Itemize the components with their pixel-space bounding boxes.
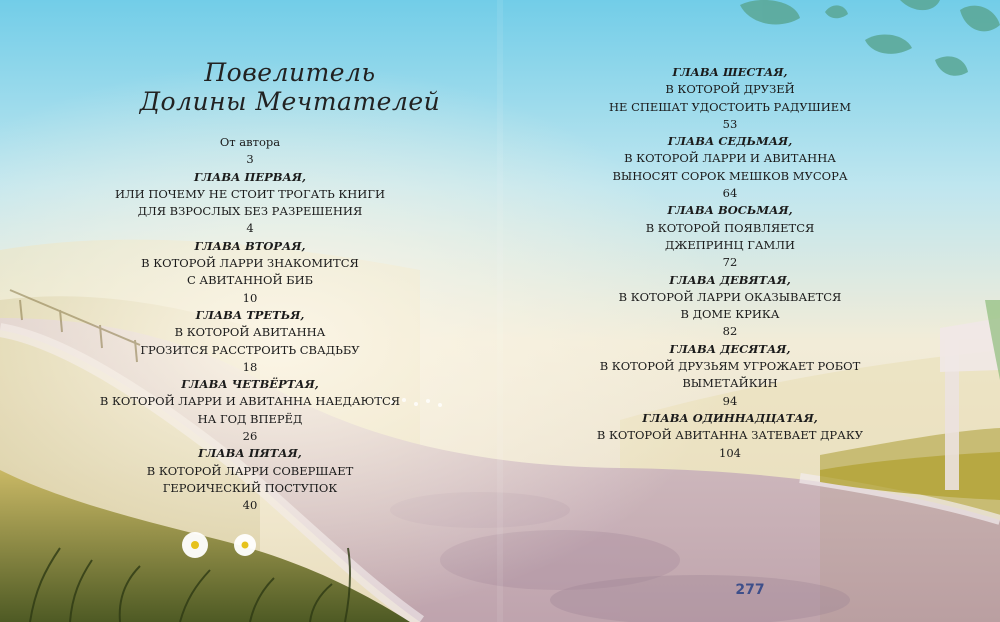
chapter-heading: ГЛАВА ВТОРАЯ, [194,238,306,253]
chapter-subtitle: С АВИТАННОЙ БИБ [186,273,314,288]
chapter-page-number: 53 [722,116,738,131]
chapter-subtitle: В КОТОРОЙ ДРУЗЕЙ [665,82,795,97]
chapter-subtitle: ДЛЯ ВЗРОСЛЫХ БЕЗ РАЗРЕШЕНИЯ [137,204,363,219]
chapter-page-number: 64 [722,186,738,201]
chapter-subtitle: ДЖЕПРИНЦ ГАМЛИ [665,237,795,252]
chapter-subtitle: ГЕРОИЧЕСКИЙ ПОСТУПОК [162,480,338,495]
chapter-page-number: 26 [242,429,258,444]
chapter-subtitle: В ДОМЕ КРИКА [680,307,780,322]
chapter-page-number: 72 [722,255,738,270]
chapter-page-number: 82 [722,324,738,339]
chapter-subtitle: НА ГОД ВПЕРЁД [197,411,303,426]
chapter-subtitle: ВЫМЕТАЙКИН [682,376,778,391]
table-of-contents-left [0,134,510,515]
chapter-subtitle: В КОТОРОЙ ПОЯВЛЯЕТСЯ [645,220,815,235]
chapter-subtitle: В КОТОРОЙ ЛАРРИ СОВЕРШАЕТ [146,463,354,478]
chapter-subtitle: В КОТОРОЙ АВИТАННА ЗАТЕВАЕТ ДРАКУ [596,428,864,443]
chapter-page-number: 40 [242,498,258,513]
chapter-page-number: 94 [722,393,738,408]
book-title-line-1: Повелитель [204,58,376,87]
chapter-subtitle: ИЛИ ПОЧЕМУ НЕ СТОИТ ТРОГАТЬ КНИГИ [115,186,385,201]
chapter-subtitle: В КОТОРОЙ ЛАРРИ И АВИТАННА НАЕДАЮТСЯ [99,394,401,409]
chapter-heading: ГЛАВА ПЕРВАЯ, [193,169,307,184]
chapter-heading: ГЛАВА ЧЕТВЁРТАЯ, [181,377,319,392]
chapter-subtitle: В КОТОРОЙ ЛАРРИ ОКАЗЫВАЕТСЯ [618,289,842,304]
chapter-heading: ГЛАВА ДЕВЯТАЯ, [669,272,791,287]
chapter-page-number: 4 [246,221,254,236]
chapter-heading: ГЛАВА ШЕСТАЯ, [672,65,788,79]
chapter-subtitle: В КОТОРОЙ АВИТАННА [174,325,326,340]
table-of-contents-right [470,64,990,462]
chapter-subtitle: НЕ СПЕШАТ УДОСТОИТЬ РАДУШИЕМ [609,99,851,114]
chapter-subtitle: От автора [219,135,281,149]
chapter-subtitle: ГРОЗИТСЯ РАССТРОИТЬ СВАДЬБУ [140,342,360,357]
chapter-subtitle: В КОТОРОЙ ЛАРРИ И АВИТАННА [624,151,836,166]
chapter-subtitle: ВЫНОСЯТ СОРОК МЕШКОВ МУСОРА [612,168,848,183]
chapter-heading: ГЛАВА СЕДЬМАЯ, [667,134,793,149]
chapter-heading: ГЛАВА ТРЕТЬЯ, [195,307,305,322]
chapter-page-number: 18 [242,359,258,374]
chapter-subtitle: В КОТОРОЙ ДРУЗЬЯМ УГРОЖАЕТ РОБОТ [599,359,861,374]
chapter-page-number: 10 [242,290,258,305]
chapter-page-number: 3 [246,152,254,167]
page-number: 277 [735,582,765,598]
chapter-heading: ГЛАВА ОДИННАДЦАТАЯ, [642,410,818,425]
book-title-line-2: Долины Мечтателей [139,87,441,116]
chapter-subtitle: В КОТОРОЙ ЛАРРИ ЗНАКОМИТСЯ [141,256,359,271]
chapter-heading: ГЛАВА ПЯТАЯ, [198,446,302,461]
chapter-heading: ГЛАВА ВОСЬМАЯ, [667,203,793,218]
chapter-heading: ГЛАВА ДЕСЯТАЯ, [669,341,791,356]
chapter-page-number: 104 [719,445,741,460]
